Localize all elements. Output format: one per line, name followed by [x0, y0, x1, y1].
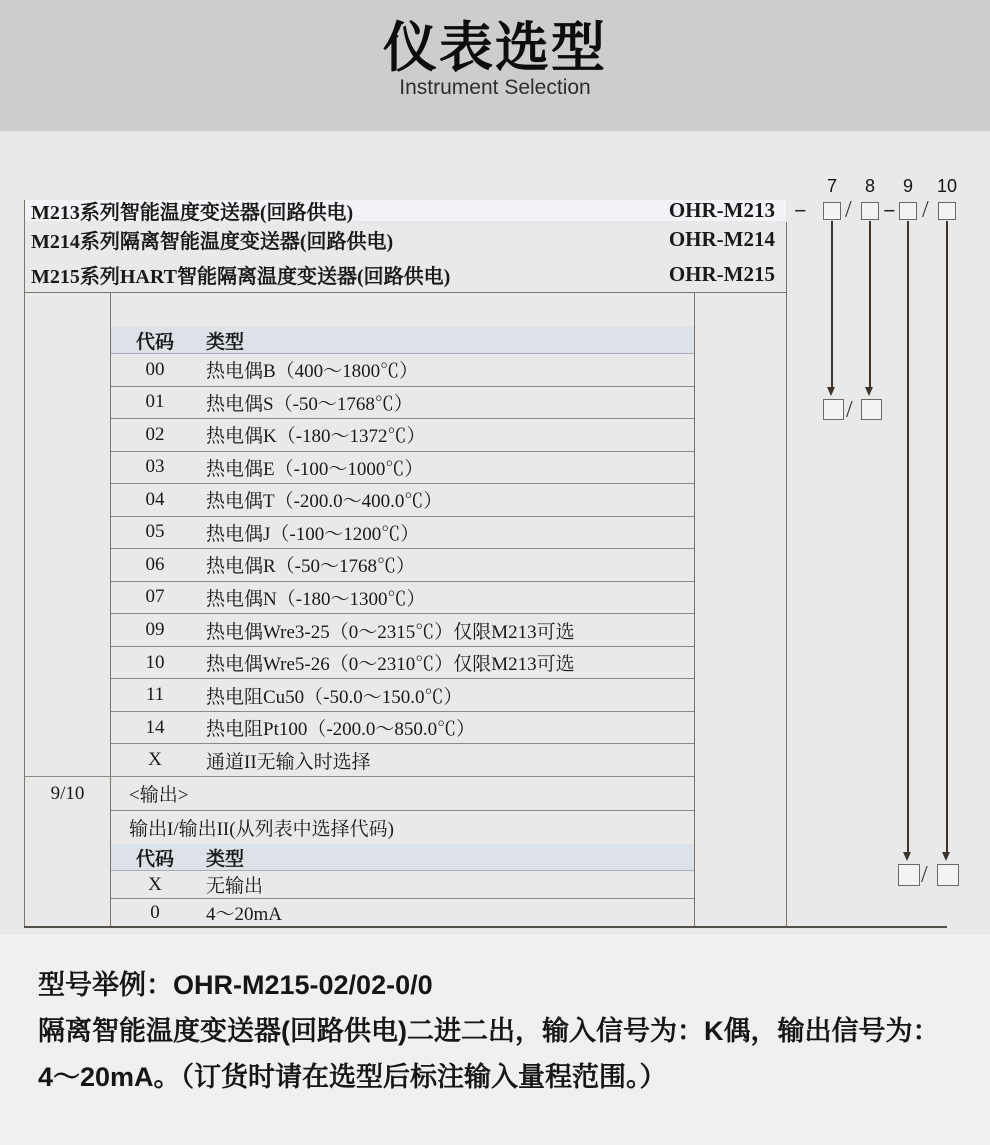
input-row-14 [111, 712, 694, 745]
output-subtitle: 输出I/输出II(从列表中选择代码) [129, 819, 394, 840]
output-code-box-1 [898, 864, 920, 886]
type-cell: 无输出 [206, 876, 264, 897]
code-cell: 05 [145, 521, 165, 543]
header-type: 类型 [206, 848, 245, 870]
page-subtitle: Instrument Selection [399, 76, 591, 99]
blank-strip [111, 293, 694, 327]
code-cell: X [148, 749, 162, 771]
dash-separator: − [794, 198, 807, 223]
code-box-8 [861, 202, 879, 220]
product-row-OHR-M213 [25, 198, 786, 224]
type-cell: 热电偶J（-100～1200℃） [206, 523, 420, 545]
position-label-9-10: 9/10 [50, 782, 85, 804]
dash-separator: − [883, 198, 896, 223]
type-cell: 热电阻Cu50（-50.0～150.0℃） [206, 686, 463, 708]
type-cell: 热电阻Pt100（-200.0～850.0℃） [206, 719, 476, 741]
ordering-example [38, 962, 983, 1100]
output-row-X [111, 871, 694, 899]
slash-separator: / [845, 197, 852, 223]
code-cell: 0 [150, 901, 160, 923]
input-row-04 [111, 484, 694, 517]
drop-line-8 [869, 221, 871, 387]
input-row-01 [111, 387, 694, 420]
code-cell: 10 [145, 651, 165, 673]
table-left-border [24, 200, 25, 927]
table-right-border [786, 222, 787, 927]
input-signal-table [111, 293, 694, 776]
input-row-11 [111, 679, 694, 712]
code-cell: 07 [145, 586, 165, 608]
type-cell: 热电偶R（-50～1768℃） [206, 556, 416, 578]
product-model: OHR-M213 [668, 198, 775, 222]
type-cell: 热电偶E（-100～1000℃） [206, 458, 424, 480]
input-row-10 [111, 647, 694, 680]
position-number-9: 9 [902, 176, 913, 196]
position-number-10: 10 [936, 176, 958, 196]
code-box-7 [823, 202, 841, 220]
title-band [0, 0, 990, 131]
drop-line-10 [946, 221, 948, 852]
code-box-10 [938, 202, 956, 220]
product-name: M213系列智能温度变送器(回路供电) [31, 202, 354, 224]
code-cell: 09 [145, 619, 165, 641]
input-row-03 [111, 452, 694, 485]
type-cell: 热电偶K（-180～1372℃） [206, 426, 426, 448]
type-cell: 热电偶B（400～1800℃） [206, 361, 419, 383]
output-row-0 [111, 899, 694, 926]
header-code: 代码 [135, 331, 174, 353]
output-signal-table [111, 777, 694, 926]
code-cell: 00 [145, 358, 165, 380]
type-cell: 热电偶Wre3-25（0～2315℃）仅限M213可选 [206, 621, 575, 643]
input-row-05 [111, 517, 694, 550]
code-cell: 14 [145, 716, 165, 738]
arrowhead-8 [865, 387, 873, 396]
code-cell: 02 [145, 423, 165, 445]
type-cell: 热电偶N（-180～1300℃） [206, 588, 426, 610]
slash-separator: / [846, 397, 853, 423]
arrowhead-10 [942, 852, 950, 861]
code-box-9 [899, 202, 917, 220]
input-row-07 [111, 582, 694, 615]
input-code-box-1 [823, 399, 844, 420]
slash-separator: / [922, 197, 929, 223]
product-name: M214系列隔离智能温度变送器(回路供电) [31, 230, 394, 253]
type-cell: 热电偶S（-50～1768℃） [206, 393, 413, 415]
arrowhead-9 [903, 852, 911, 861]
input-table-header [111, 327, 694, 354]
header-type: 类型 [206, 331, 245, 353]
type-cell: 4～20mA [206, 904, 283, 925]
product-model: OHR-M214 [668, 226, 775, 251]
product-name: M215系列HART智能隔离温度变送器(回路供电) [31, 266, 451, 288]
product-row-OHR-M215 [25, 257, 786, 292]
example-model-line: 型号举例：OHR-M215-02/02-0/0 [38, 970, 433, 1000]
code-cell: 03 [145, 456, 165, 478]
header-code: 代码 [135, 848, 174, 870]
output-title: <输出> [111, 777, 694, 811]
input-row-00 [111, 354, 694, 387]
product-row-OHR-M214 [25, 221, 786, 257]
drop-line-7 [831, 221, 833, 387]
input-code-box-2 [861, 399, 882, 420]
arrowhead-7 [827, 387, 835, 396]
drop-line-9 [907, 221, 909, 852]
code-cell: 04 [145, 488, 165, 510]
code-cell: 11 [145, 684, 165, 706]
position-number-8: 8 [864, 176, 875, 196]
table-bottom-border [24, 926, 947, 928]
inner-table-right-line [694, 292, 695, 926]
slash-separator: / [921, 862, 928, 888]
input-row-09 [111, 614, 694, 647]
type-cell: 热电偶T（-200.0～400.0℃） [206, 491, 443, 513]
position-number-7: 7 [826, 176, 837, 196]
code-cell: 06 [145, 553, 165, 575]
example-description-line: 隔离智能温度变送器(回路供电)二进二出，输入信号为：K偶，输出信号为： [38, 1016, 940, 1046]
output-code-box-2 [937, 864, 959, 886]
code-cell: X [148, 873, 162, 895]
output-table-header [111, 844, 694, 871]
input-row-02 [111, 419, 694, 452]
type-cell: 通道II无输入时选择 [206, 751, 371, 773]
input-row-X [111, 744, 694, 776]
input-row-06 [111, 549, 694, 582]
product-model: OHR-M215 [668, 262, 775, 286]
page-title: 仪表选型 [383, 18, 607, 78]
code-cell: 01 [145, 391, 165, 413]
example-note-line: 4～20mA。（订货时请在选型后标注输入量程范围。） [38, 1062, 667, 1092]
type-cell: 热电偶Wre5-26（0～2310℃）仅限M213可选 [206, 654, 575, 676]
